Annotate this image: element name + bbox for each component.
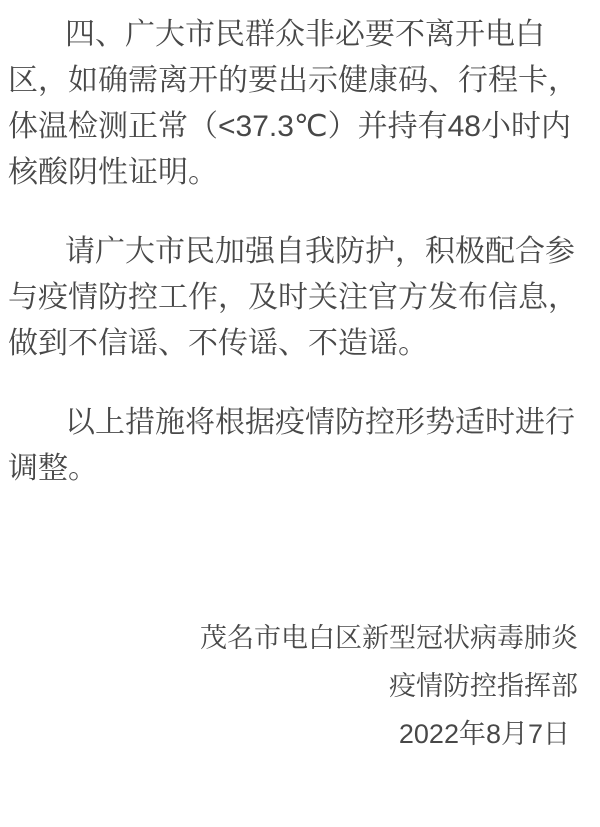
signature-org-line1: 茂名市电白区新型冠状病毒肺炎	[200, 623, 578, 653]
text-line: 核酸阴性证明。	[8, 156, 218, 189]
paragraph-measure-item-four	[8, 12, 578, 196]
paragraph-adjustment-note	[8, 400, 578, 492]
text-line: 与疫情防控工作，及时关注官方发布信息，	[8, 281, 578, 314]
text-line: 调整。	[8, 452, 98, 485]
text-line: 做到不信谣、不传谣、不造谣。	[8, 327, 428, 360]
text-line: 请广大市民加强自我防护，积极配合参	[65, 235, 575, 268]
signature-date: 2022年8月7日	[398, 719, 570, 749]
text-line: 四、广大市民群众非必要不离开电白	[65, 18, 545, 51]
text-line: 区，如确需离开的要出示健康码、行程卡，	[8, 64, 578, 97]
text-line: 体温检测正常（<37.3℃）并持有48小时内	[8, 110, 571, 143]
signature-org-line2: 疫情防控指挥部	[389, 671, 578, 701]
signature-block	[8, 614, 578, 758]
text-line: 以上措施将根据疫情防控形势适时进行	[65, 406, 575, 439]
paragraph-public-appeal	[8, 229, 578, 367]
